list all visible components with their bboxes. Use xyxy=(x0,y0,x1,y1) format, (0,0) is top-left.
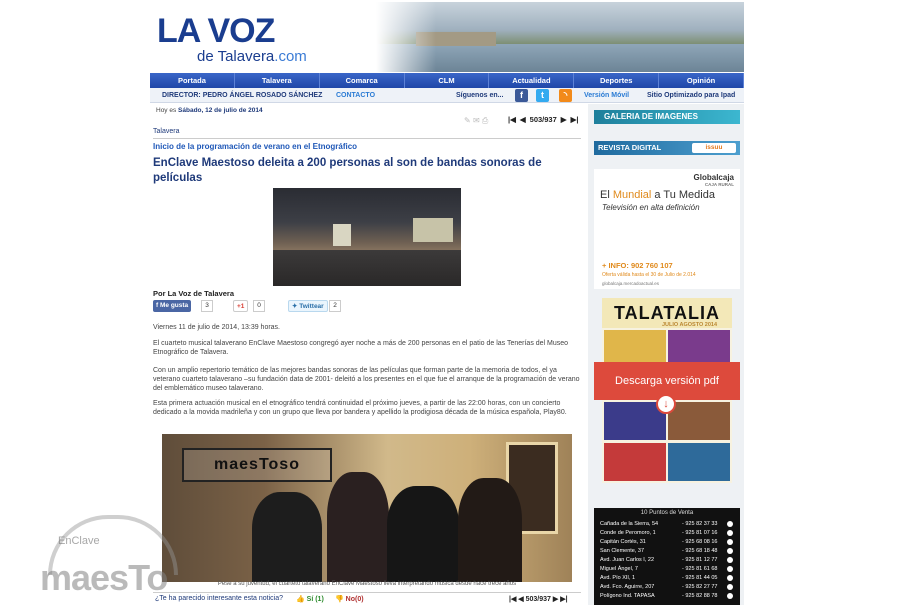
next-icon[interactable]: ▶ xyxy=(550,596,559,603)
article-paragraph: Esta primera actuación musical en el etnográfico tendrá continuidad el próximo jueves, a partir de las 22:00 horas, con un concierto dedicado a la movida madrileña y con un grupo que lleva por bandera y apellido la prodigiosa década de la música española, Play80. xyxy=(153,400,567,417)
fb-icon: f xyxy=(156,302,160,309)
site-logo-sub[interactable] xyxy=(197,48,307,65)
logo-dotcom: .com xyxy=(274,48,307,65)
venta-row xyxy=(600,592,736,600)
venta-tel: - 925 81 07 16 xyxy=(682,530,718,536)
cover-tile xyxy=(668,402,730,440)
article-photo-concert[interactable] xyxy=(273,188,461,286)
tweet-label: Twittear xyxy=(299,303,324,310)
venta-row xyxy=(600,547,736,555)
siguenos-label: Síguenos en... xyxy=(456,92,504,99)
vote-yes-button[interactable] xyxy=(296,595,324,603)
bullet-icon xyxy=(727,557,733,563)
revista-label: REVISTA DIGITAL xyxy=(598,143,662,152)
talatalia-dates: JULIO AGOSTO 2014 xyxy=(662,322,718,328)
venta-name: Avd. Juan Carlos I, 22 xyxy=(600,557,655,563)
facebook-like-button[interactable] xyxy=(153,300,191,312)
bullet-icon xyxy=(727,530,733,536)
bullet-icon xyxy=(727,548,733,554)
next-icon[interactable]: ▶ xyxy=(560,115,567,124)
google-plus-button[interactable]: +1 xyxy=(233,300,248,312)
venta-row xyxy=(600,556,736,564)
director-label: DIRECTOR: PEDRO ÁNGEL ROSADO SÁNCHEZ xyxy=(162,92,323,99)
banner-fade xyxy=(376,2,436,72)
email-icon[interactable]: ✉ xyxy=(472,116,480,125)
bullet-icon xyxy=(727,566,733,572)
ad-headline-a: El xyxy=(600,189,613,201)
ad-oferta: Oferta válida hasta el 30 de Julio de 2.014 xyxy=(602,272,696,278)
nav-deportes[interactable]: Deportes xyxy=(574,73,659,88)
prev-icon[interactable]: ◀ xyxy=(518,596,526,603)
revista-digital-banner[interactable] xyxy=(594,141,740,155)
cover-tile xyxy=(668,443,730,481)
rss-icon[interactable]: ◝ xyxy=(559,89,572,102)
vote-no-label: No(0) xyxy=(345,596,364,603)
ad-headline-b: Mundial xyxy=(612,189,652,201)
venta-name: Avd. Fco. Aguirre, 207 xyxy=(600,584,655,590)
first-icon[interactable]: |◀ xyxy=(508,115,516,124)
nav-opinion[interactable]: Opinión xyxy=(659,73,744,88)
facebook-icon[interactable]: f xyxy=(515,89,528,102)
ad-headline xyxy=(600,189,715,201)
site-header xyxy=(150,2,744,72)
current-date xyxy=(156,107,263,114)
venta-name: Capitán Cortés, 31 xyxy=(600,539,646,545)
globalcaja-ad[interactable] xyxy=(594,169,740,289)
venta-row xyxy=(600,520,736,528)
tweet-button[interactable] xyxy=(288,300,328,312)
venta-row xyxy=(600,538,736,546)
venta-name: Polígono Ind. TAPASA xyxy=(600,593,655,599)
thumbs-down-icon: 👎 xyxy=(335,596,346,603)
date-value: Sábado, 12 de julio de 2014 xyxy=(178,107,263,114)
logo-sub-text: de Talavera xyxy=(197,48,275,65)
gp-count: 0 xyxy=(253,300,265,312)
ad-info-phone: + INFO: 902 760 107 xyxy=(602,261,673,270)
descarga-pdf-button[interactable]: Descarga versión pdf xyxy=(594,362,740,400)
twitter-bird-icon: ✦ xyxy=(292,303,300,310)
nav-actualidad[interactable]: Actualidad xyxy=(489,73,574,88)
venta-row xyxy=(600,529,736,537)
venta-name: Avd. Pío XII, 1 xyxy=(600,575,636,581)
nav-talavera[interactable]: Talavera xyxy=(235,73,320,88)
globalcaja-brand: Globalcaja xyxy=(693,173,734,182)
watermark-logo xyxy=(0,515,240,605)
venta-row xyxy=(600,583,736,591)
bullet-icon xyxy=(727,593,733,599)
venta-tel: - 925 81 61 68 xyxy=(682,566,718,572)
bottom-pager xyxy=(509,595,568,603)
main-nav xyxy=(150,73,744,88)
last-icon[interactable]: ▶| xyxy=(558,596,568,603)
article-kicker: Inicio de la programación de verano en el Etnográfico xyxy=(153,142,358,151)
venta-tel: - 925 68 08 16 xyxy=(682,539,718,545)
comment-icon[interactable]: ✎ xyxy=(464,116,471,125)
photo-caption: Pese a su juventud, el cuarteto talaverano EnClave Maestoso lleva interpretando música desde hace trece años xyxy=(217,581,517,587)
photo-window xyxy=(413,218,453,242)
venta-tel: - 925 82 27 77 xyxy=(682,584,718,590)
photo-person xyxy=(458,478,522,582)
venta-tel: - 925 82 88 78 xyxy=(682,593,718,599)
share-tools xyxy=(464,116,504,124)
venta-row xyxy=(600,565,736,573)
puntos-header: 10 Puntos de Venta xyxy=(640,510,694,516)
globalcaja-logo xyxy=(694,173,734,187)
version-movil-link[interactable]: Versión Móvil xyxy=(584,92,630,99)
divider xyxy=(153,138,581,139)
rating-question: ¿Te ha parecido interesante esta noticia? xyxy=(155,595,284,602)
first-icon[interactable]: |◀ xyxy=(509,596,519,603)
venta-tel: - 925 81 44 05 xyxy=(682,575,718,581)
photo-person xyxy=(387,486,459,582)
watermark-maestoso: maesTo xyxy=(40,557,168,598)
photo-window xyxy=(333,224,351,246)
social-buttons xyxy=(153,300,393,314)
byline: Por La Voz de Talavera xyxy=(153,289,235,298)
download-arrow-icon[interactable]: ↓ xyxy=(656,394,676,414)
contacto-link[interactable]: CONTACTO xyxy=(336,92,376,99)
prev-icon[interactable]: ◀ xyxy=(519,115,526,124)
twitter-icon[interactable]: t xyxy=(536,89,549,102)
pager-count: 503/937 xyxy=(529,115,557,124)
print-icon[interactable]: ⎙ xyxy=(481,116,489,125)
quartet-banner-logo: maesToso xyxy=(182,448,332,482)
venta-name: Miguel Ángel, 7 xyxy=(600,566,638,572)
cover-tile xyxy=(604,443,666,481)
vote-yes-label: Sí (1) xyxy=(306,596,324,603)
last-icon[interactable]: ▶| xyxy=(570,115,579,124)
article-pager xyxy=(506,115,580,124)
header-banner-photo xyxy=(376,2,744,72)
venta-tel: - 925 82 37 33 xyxy=(682,521,718,527)
globalcaja-brand-small: CAJA RURAL xyxy=(704,182,734,187)
tw-count: 2 xyxy=(329,300,341,312)
venta-name: Cañada de la Sierra, 54 xyxy=(600,521,659,527)
ad-subheadline: Televisión en alta definición xyxy=(602,203,700,212)
venta-name: Conde de Peromoro, 1 xyxy=(600,530,656,536)
section-link[interactable]: Talavera xyxy=(153,128,180,135)
photo-crowd xyxy=(273,250,461,286)
venta-name: San Clemente, 37 xyxy=(600,548,645,554)
sidebar xyxy=(588,104,744,605)
bullet-icon xyxy=(727,575,733,581)
fb-like-label: Me gusta xyxy=(159,302,189,309)
bullet-icon xyxy=(727,539,733,545)
ad-headline-c: a Tu Medida xyxy=(651,189,715,201)
bullet-icon xyxy=(727,584,733,590)
venta-row xyxy=(600,574,736,582)
galeria-imagenes-banner[interactable]: GALERIA DE IMAGENES xyxy=(594,110,740,124)
vote-no-button[interactable] xyxy=(335,595,364,603)
puntos-de-venta-ad[interactable] xyxy=(594,508,740,605)
article-paragraph: Con un amplio repertorio temático de las mejores bandas sonoras de las películas que forman parte de la memoria de todos, el ya veterano cuarteto talaverano –su fundación data de 2001- deleitó a los presentes en el que fue el arranque de la programación de verano del emblemático museo talaverano. xyxy=(153,367,580,393)
sub-nav xyxy=(150,88,744,103)
thumbs-up-icon: 👍 xyxy=(296,596,307,603)
photo-person xyxy=(327,472,389,582)
article-date-line: Viernes 11 de julio de 2014, 13:39 horas. xyxy=(153,324,281,331)
site-logo[interactable]: LA VOZ xyxy=(157,12,275,50)
watermark-enclave: EnClave xyxy=(58,535,100,547)
article-paragraph: El cuarteto musical talaverano EnClave Maestoso congregó ayer noche a más de 200 personas en el patio de las Tenerías del Museo Etnográfico de Talavera. xyxy=(153,340,569,357)
pager-count: 503/937 xyxy=(525,596,551,603)
venta-tel: - 925 68 18 48 xyxy=(682,548,718,554)
ad-url: globalcaja.mercadoactual.es xyxy=(602,281,660,286)
fb-count: 3 xyxy=(201,300,213,312)
issuu-logo: issuu xyxy=(692,143,736,153)
nav-portada[interactable]: Portada xyxy=(150,73,235,88)
talatalia-title: TALATALIA xyxy=(602,298,732,328)
article-title: EnClave Maestoso deleita a 200 personas al son de bandas sonoras de películas xyxy=(153,157,542,184)
venta-tel: - 925 81 12 77 xyxy=(682,557,718,563)
photo-person xyxy=(252,492,322,582)
ipad-link[interactable]: Sitio Optimizado para Ipad xyxy=(647,92,736,99)
nav-clm[interactable]: CLM xyxy=(405,73,490,88)
bullet-icon xyxy=(727,521,733,527)
date-prefix: Hoy es xyxy=(156,107,177,114)
nav-comarca[interactable]: Comarca xyxy=(320,73,405,88)
